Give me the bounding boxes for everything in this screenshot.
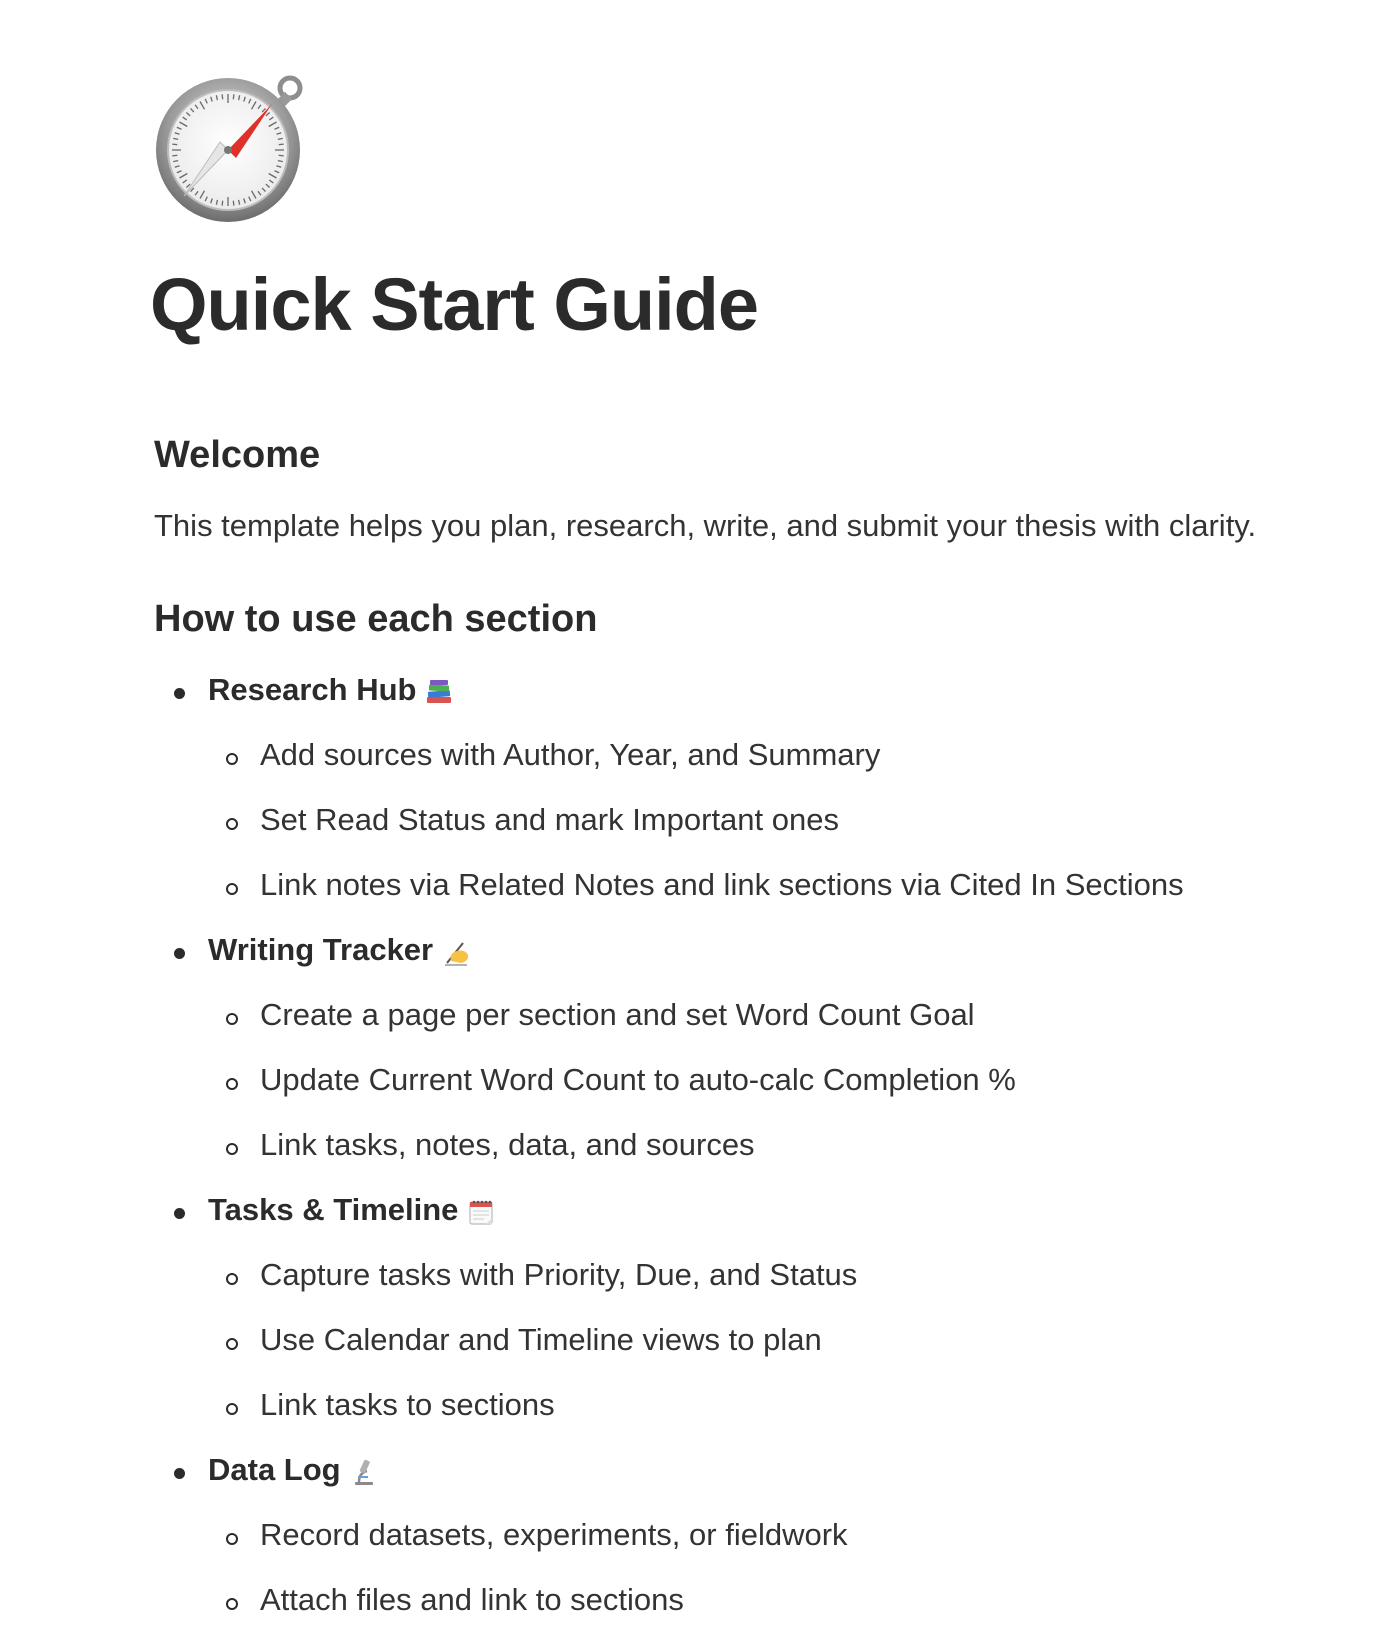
sub-bullet-icon	[226, 1338, 238, 1350]
sub-item: Record datasets, experiments, or fieldwork	[150, 1511, 1350, 1576]
sub-bullet-icon	[226, 1143, 238, 1155]
list-item-research-hub[interactable]	[150, 666, 1350, 731]
sub-item: Attach files and link to sections	[150, 1576, 1350, 1641]
sub-bullet-icon	[226, 1013, 238, 1025]
writing-hand-icon	[441, 937, 471, 967]
sub-bullet-icon	[226, 753, 238, 765]
sub-item: Set Read Status and mark Important ones	[150, 796, 1350, 861]
list-item-data-log[interactable]	[150, 1446, 1350, 1511]
microscope-icon	[349, 1457, 379, 1487]
sub-bullet-icon	[226, 1078, 238, 1090]
sub-item: Link tasks to sections	[150, 1381, 1350, 1446]
welcome-heading: Welcome	[154, 434, 321, 476]
bullet-icon	[174, 1208, 185, 1219]
sub-item: Capture tasks with Priority, Due, and Status	[150, 1251, 1350, 1316]
list-item-tasks-timeline[interactable]	[150, 1186, 1350, 1251]
page-title: Quick Start Guide	[150, 263, 759, 346]
sub-bullet-icon	[226, 1533, 238, 1545]
bullet-icon	[174, 1468, 185, 1479]
item-label: Research Hub	[208, 672, 417, 707]
spiral-calendar-icon	[466, 1197, 496, 1227]
sub-bullet-icon	[226, 818, 238, 830]
books-icon	[424, 677, 454, 707]
list-item-writing-tracker[interactable]	[150, 926, 1350, 991]
sub-bullet-icon	[226, 1273, 238, 1285]
bullet-icon	[174, 948, 185, 959]
sub-item: Link tasks, notes, data, and sources	[150, 1121, 1350, 1186]
item-label: Data Log	[208, 1452, 341, 1487]
sub-bullet-icon	[226, 883, 238, 895]
how-to-heading: How to use each section	[154, 598, 598, 640]
sub-item: Link notes via Related Notes and link sections via Cited In Sections	[150, 861, 1350, 926]
compass-icon[interactable]	[154, 74, 314, 234]
sub-item: Use Calendar and Timeline views to plan	[150, 1316, 1350, 1381]
sub-bullet-icon	[226, 1598, 238, 1610]
sections-list	[150, 666, 1350, 1641]
bullet-icon	[174, 688, 185, 699]
sub-item: Add sources with Author, Year, and Summary	[150, 731, 1350, 796]
sub-bullet-icon	[226, 1403, 238, 1415]
sub-item: Update Current Word Count to auto-calc Completion %	[150, 1056, 1350, 1121]
item-label: Tasks & Timeline	[208, 1192, 459, 1227]
welcome-text: This template helps you plan, research, write, and submit your thesis with clarity.	[154, 508, 1257, 543]
item-label: Writing Tracker	[208, 932, 434, 967]
sub-item: Create a page per section and set Word Count Goal	[150, 991, 1350, 1056]
